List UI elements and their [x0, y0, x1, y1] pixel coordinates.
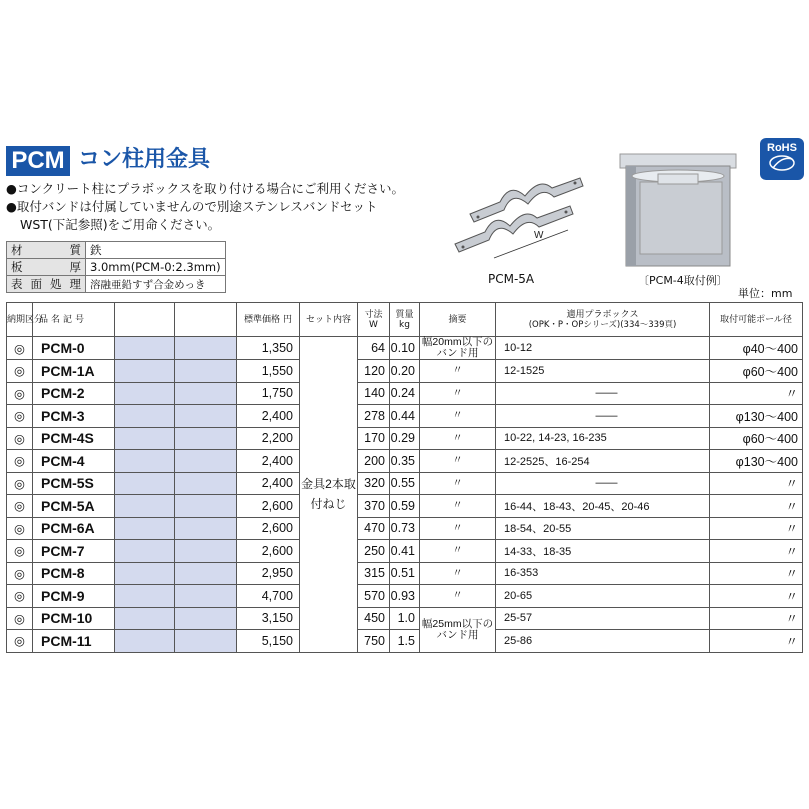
page-title: コン柱用金具: [78, 147, 211, 172]
width-cell: 320: [358, 472, 390, 495]
mass-cell: 0.51: [390, 562, 420, 585]
pole-diameter-cell: 〃: [710, 495, 803, 518]
pole-diameter-cell: φ40～400: [710, 337, 803, 360]
spec-row: [7, 259, 226, 276]
header-delivery: 納期区分: [7, 303, 33, 337]
applicable-box-cell: 20-65: [496, 585, 710, 608]
header-name: 品名記号: [33, 303, 115, 337]
width-cell: 370: [358, 495, 390, 518]
product-code: PCM-3: [33, 405, 115, 428]
applicable-box-cell: ――: [496, 405, 710, 428]
price-cell: 2,200: [237, 427, 300, 450]
blank-cell: [175, 405, 237, 428]
product-code: PCM-7: [33, 540, 115, 563]
summary-cell: 〃: [420, 517, 496, 540]
blank-cell: [175, 337, 237, 360]
table-row: [7, 562, 803, 585]
delivery-mark: ◎: [7, 382, 33, 405]
summary-cell: 〃: [420, 562, 496, 585]
table-row: [7, 405, 803, 428]
header-box: 適用プラボックス (OPK・P・OPシリーズ)(334～339頁): [496, 303, 710, 337]
delivery-mark: ◎: [7, 337, 33, 360]
applicable-box-cell: 14-33、18-35: [496, 540, 710, 563]
blank-cell: [115, 382, 175, 405]
pole-diameter-cell: φ130～400: [710, 450, 803, 473]
product-code: PCM-1A: [33, 360, 115, 383]
pole-diameter-cell: 〃: [710, 562, 803, 585]
price-cell: 1,350: [237, 337, 300, 360]
table-row: [7, 585, 803, 608]
pole-diameter-cell: 〃: [710, 472, 803, 495]
mass-cell: 0.10: [390, 337, 420, 360]
spec-value: 3.0mm(PCM-0:2.3mm): [86, 259, 226, 276]
delivery-mark: ◎: [7, 607, 33, 630]
pole-diameter-cell: 〃: [710, 585, 803, 608]
delivery-mark: ◎: [7, 405, 33, 428]
header-mass: 質量 kg: [390, 303, 420, 337]
delivery-mark: ◎: [7, 472, 33, 495]
rohs-badge: [760, 138, 804, 180]
delivery-mark: ◎: [7, 562, 33, 585]
blank-cell: [115, 585, 175, 608]
applicable-box-cell: ――: [496, 382, 710, 405]
table-row: [7, 337, 803, 360]
product-code: PCM-5A: [33, 495, 115, 518]
summary-cell: 〃: [420, 495, 496, 518]
table-row: [7, 360, 803, 383]
blank-cell: [175, 630, 237, 653]
rohs-label: RoHS: [767, 142, 797, 154]
product-code: PCM-8: [33, 562, 115, 585]
table-row: [7, 495, 803, 518]
blank-cell: [175, 382, 237, 405]
mounting-example-photo: [618, 154, 738, 270]
applicable-box-cell: 16-44、18-43、20-45、20-46: [496, 495, 710, 518]
unit-label: 単位：mm: [738, 287, 793, 300]
bullet-2: ●取付バンドは付属していませんので別途ステンレスバンドセット: [6, 199, 378, 214]
table-row: [7, 427, 803, 450]
spec-row: [7, 276, 226, 293]
product-code: PCM-4: [33, 450, 115, 473]
product-code: PCM-10: [33, 607, 115, 630]
price-cell: 5,150: [237, 630, 300, 653]
mass-cell: 0.44: [390, 405, 420, 428]
product-code: PCM-4S: [33, 427, 115, 450]
price-cell: 2,400: [237, 405, 300, 428]
table-row: [7, 540, 803, 563]
delivery-mark: ◎: [7, 360, 33, 383]
price-cell: 2,400: [237, 450, 300, 473]
width-cell: 120: [358, 360, 390, 383]
table-row: [7, 517, 803, 540]
bullet-3: WST(下記参照)をご用命ください。: [20, 217, 221, 232]
pole-diameter-cell: φ130～400: [710, 405, 803, 428]
applicable-box-cell: 18-54、20-55: [496, 517, 710, 540]
blank-cell: [175, 540, 237, 563]
blank-cell: [115, 427, 175, 450]
pole-diameter-cell: φ60～400: [710, 360, 803, 383]
blank-cell: [175, 472, 237, 495]
delivery-mark: ◎: [7, 450, 33, 473]
mass-cell: 0.20: [390, 360, 420, 383]
table-row: [7, 472, 803, 495]
header-summary: 摘要: [420, 303, 496, 337]
delivery-mark: ◎: [7, 630, 33, 653]
table-row: [7, 607, 803, 630]
price-cell: 2,600: [237, 517, 300, 540]
blank-cell: [115, 495, 175, 518]
mass-cell: 0.55: [390, 472, 420, 495]
blank-cell: [115, 607, 175, 630]
bracket-caption: PCM-5A: [488, 272, 535, 286]
blank-cell: [115, 337, 175, 360]
applicable-box-cell: 12-2525、16-254: [496, 450, 710, 473]
rohs-leaf-icon: [767, 154, 797, 172]
blank-cell: [115, 630, 175, 653]
pole-diameter-cell: 〃: [710, 540, 803, 563]
blank-cell: [175, 360, 237, 383]
product-code: PCM-0: [33, 337, 115, 360]
spec-key: 板厚: [7, 259, 86, 276]
price-cell: 1,750: [237, 382, 300, 405]
applicable-box-cell: 25-86: [496, 630, 710, 653]
width-cell: 570: [358, 585, 390, 608]
mass-cell: 1.5: [390, 630, 420, 653]
product-code: PCM-5S: [33, 472, 115, 495]
summary-cell: 幅25mm以下のバンド用: [420, 607, 496, 652]
dimension-w-label: W: [534, 230, 544, 241]
table-row: [7, 630, 803, 653]
width-cell: 250: [358, 540, 390, 563]
width-cell: 750: [358, 630, 390, 653]
price-cell: 2,950: [237, 562, 300, 585]
product-code: PCM-9: [33, 585, 115, 608]
spec-row: [7, 242, 226, 259]
summary-cell: 〃: [420, 472, 496, 495]
pole-diameter-cell: 〃: [710, 382, 803, 405]
width-cell: 170: [358, 427, 390, 450]
blank-cell: [115, 540, 175, 563]
blank-cell: [175, 607, 237, 630]
mass-cell: 0.35: [390, 450, 420, 473]
delivery-mark: ◎: [7, 495, 33, 518]
mass-cell: 0.24: [390, 382, 420, 405]
mass-cell: 0.41: [390, 540, 420, 563]
price-cell: 4,700: [237, 585, 300, 608]
blank-cell: [175, 517, 237, 540]
applicable-box-cell: 12-1525: [496, 360, 710, 383]
table-row: [7, 450, 803, 473]
width-cell: 315: [358, 562, 390, 585]
table-header-row: [7, 303, 803, 337]
mass-cell: 0.59: [390, 495, 420, 518]
blank-cell: [175, 495, 237, 518]
bracket-illustration: [430, 172, 590, 267]
product-series-badge: PCM: [6, 146, 70, 176]
width-cell: 200: [358, 450, 390, 473]
header-dim: 寸法 W: [358, 303, 390, 337]
pole-diameter-cell: 〃: [710, 607, 803, 630]
summary-cell: 〃: [420, 540, 496, 563]
product-code: PCM-2: [33, 382, 115, 405]
summary-cell: 〃: [420, 405, 496, 428]
blank-cell: [175, 450, 237, 473]
blank-cell: [115, 562, 175, 585]
width-cell: 470: [358, 517, 390, 540]
mass-cell: 0.93: [390, 585, 420, 608]
delivery-mark: ◎: [7, 540, 33, 563]
set-content-cell: 金具2本取付ねじ: [300, 337, 358, 653]
price-cell: 2,600: [237, 540, 300, 563]
pole-diameter-cell: 〃: [710, 517, 803, 540]
header-pole: 取付可能ポール径: [710, 303, 803, 337]
blank-cell: [115, 405, 175, 428]
pole-diameter-cell: 〃: [710, 630, 803, 653]
header-set: セット内容: [300, 303, 358, 337]
product-table: [6, 302, 803, 653]
spec-value: 溶融亜鉛すず合金めっき: [86, 276, 226, 293]
summary-cell: 〃: [420, 427, 496, 450]
spec-key: 材質: [7, 242, 86, 259]
width-cell: 140: [358, 382, 390, 405]
product-code: PCM-11: [33, 630, 115, 653]
pole-diameter-cell: φ60～400: [710, 427, 803, 450]
header-price: 標準価格 円: [237, 303, 300, 337]
blank-cell: [175, 427, 237, 450]
header-blank-2: [175, 303, 237, 337]
blank-cell: [175, 585, 237, 608]
summary-cell: 〃: [420, 585, 496, 608]
delivery-mark: ◎: [7, 427, 33, 450]
price-cell: 2,600: [237, 495, 300, 518]
summary-cell: 〃: [420, 382, 496, 405]
blank-cell: [175, 562, 237, 585]
delivery-mark: ◎: [7, 585, 33, 608]
spec-value: 鉄: [86, 242, 226, 259]
price-cell: 1,550: [237, 360, 300, 383]
width-cell: 450: [358, 607, 390, 630]
mass-cell: 1.0: [390, 607, 420, 630]
width-cell: 278: [358, 405, 390, 428]
table-row: [7, 382, 803, 405]
blank-cell: [115, 360, 175, 383]
blank-cell: [115, 517, 175, 540]
delivery-mark: ◎: [7, 517, 33, 540]
price-cell: 3,150: [237, 607, 300, 630]
spec-key: 表面処理: [7, 276, 86, 293]
applicable-box-cell: 10-22, 14-23, 16-235: [496, 427, 710, 450]
mass-cell: 0.29: [390, 427, 420, 450]
photo-caption: 〔PCM-4取付例〕: [638, 274, 728, 287]
applicable-box-cell: 25-57: [496, 607, 710, 630]
summary-cell: 幅20mm以下のバンド用: [420, 337, 496, 360]
header-blank-1: [115, 303, 175, 337]
product-code: PCM-6A: [33, 517, 115, 540]
summary-cell: 〃: [420, 450, 496, 473]
mass-cell: 0.73: [390, 517, 420, 540]
width-cell: 64: [358, 337, 390, 360]
applicable-box-cell: ――: [496, 472, 710, 495]
applicable-box-cell: 16-353: [496, 562, 710, 585]
summary-cell: 〃: [420, 360, 496, 383]
price-cell: 2,400: [237, 472, 300, 495]
blank-cell: [115, 472, 175, 495]
blank-cell: [115, 450, 175, 473]
spec-table: [6, 241, 226, 293]
bullet-1: ●コンクリート柱にプラボックスを取り付ける場合にご利用ください。: [6, 181, 405, 196]
applicable-box-cell: 10-12: [496, 337, 710, 360]
